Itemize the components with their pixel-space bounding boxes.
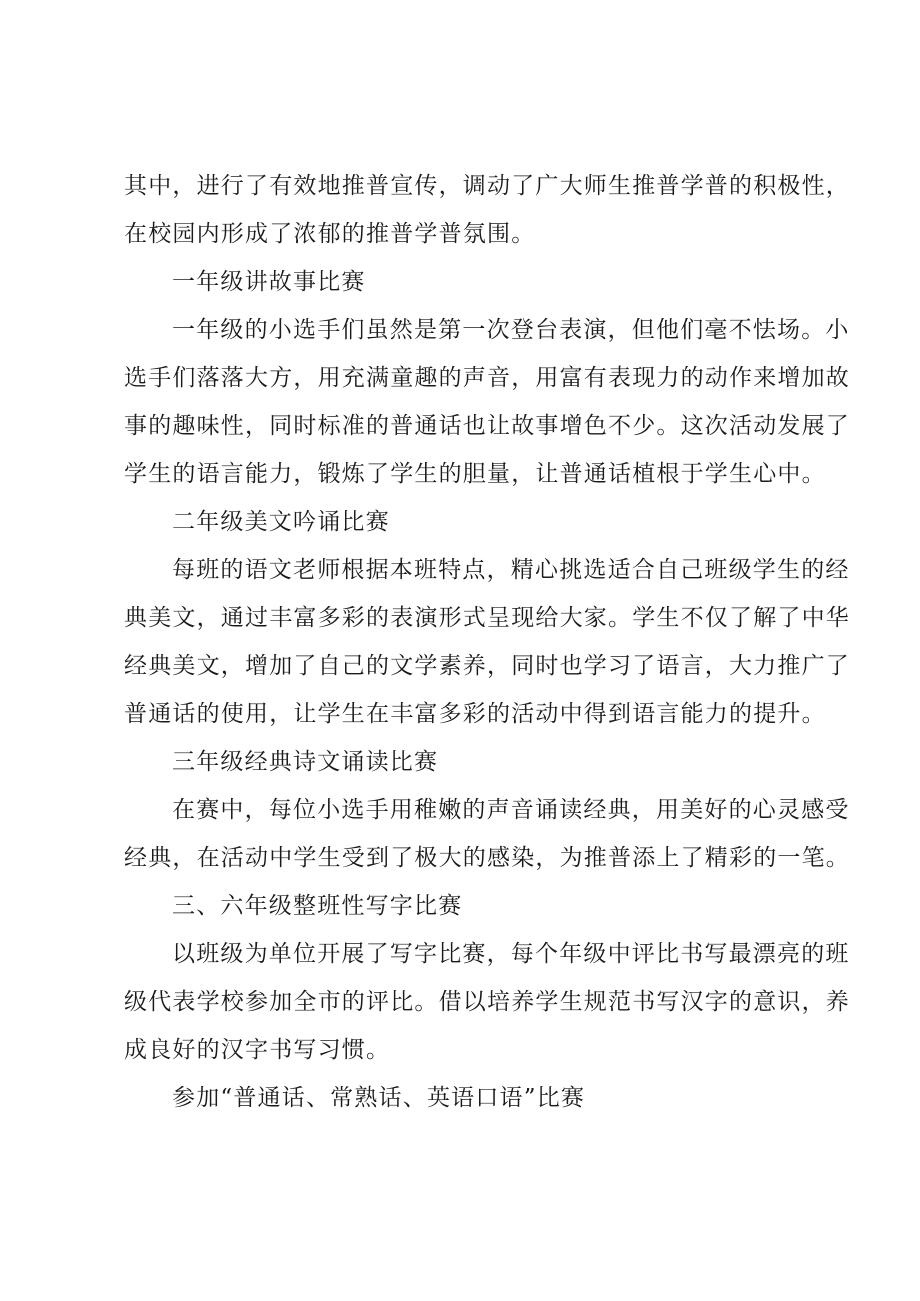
- section-heading: 三年级经典诗文诵读比赛: [172, 749, 439, 775]
- section-heading: 二年级美文吟诵比赛: [172, 509, 390, 535]
- section-heading: 三、六年级整班性写字比赛: [172, 893, 463, 919]
- paragraph-line: 在赛中，每位小选手用稚嫩的声音诵读经典，用美好的心灵感受: [172, 797, 850, 823]
- paragraph-line: 每班的语文老师根据本班特点，精心挑选适合自己班级学生的经: [172, 557, 850, 583]
- paragraph-line: 级代表学校参加全市的评比。借以培养学生规范书写汉字的意识，养: [124, 989, 850, 1015]
- paragraph-line: 普通话的使用，让学生在丰富多彩的活动中得到语言能力的提升。: [124, 701, 826, 727]
- paragraph-line: 一年级的小选手们虽然是第一次登台表演，但他们毫不怯场。小: [172, 317, 850, 343]
- paragraph-line: 在校园内形成了浓郁的推普学普氛围。: [124, 221, 536, 247]
- paragraph-line: 学生的语言能力，锻炼了学生的胆量，让普通话植根于学生心中。: [124, 461, 826, 487]
- paragraph-line: 典美文，通过丰富多彩的表演形式呈现给大家。学生不仅了解了中华: [124, 605, 850, 631]
- paragraph-line: 经典美文，增加了自己的文学素养，同时也学习了语言，大力推广了: [124, 653, 850, 679]
- section-heading: 一年级讲故事比赛: [172, 269, 366, 295]
- paragraph-line: 选手们落落大方，用充满童趣的声音，用富有表现力的动作来增加故: [124, 365, 850, 391]
- section-heading: 参加“普通话、常熟话、英语口语”比赛: [172, 1085, 586, 1111]
- paragraph-line: 成良好的汉字书写习惯。: [124, 1037, 391, 1063]
- paragraph-line: 经典，在活动中学生受到了极大的感染，为推普添上了精彩的一笔。: [124, 845, 850, 871]
- paragraph-line: 其中，进行了有效地推普宣传，调动了广大师生推普学普的积极性，: [124, 173, 850, 199]
- paragraph-line: 以班级为单位开展了写字比赛，每个年级中评比书写最漂亮的班: [172, 941, 850, 967]
- paragraph-line: 事的趣味性，同时标准的普通话也让故事增色不少。这次活动发展了: [124, 413, 850, 439]
